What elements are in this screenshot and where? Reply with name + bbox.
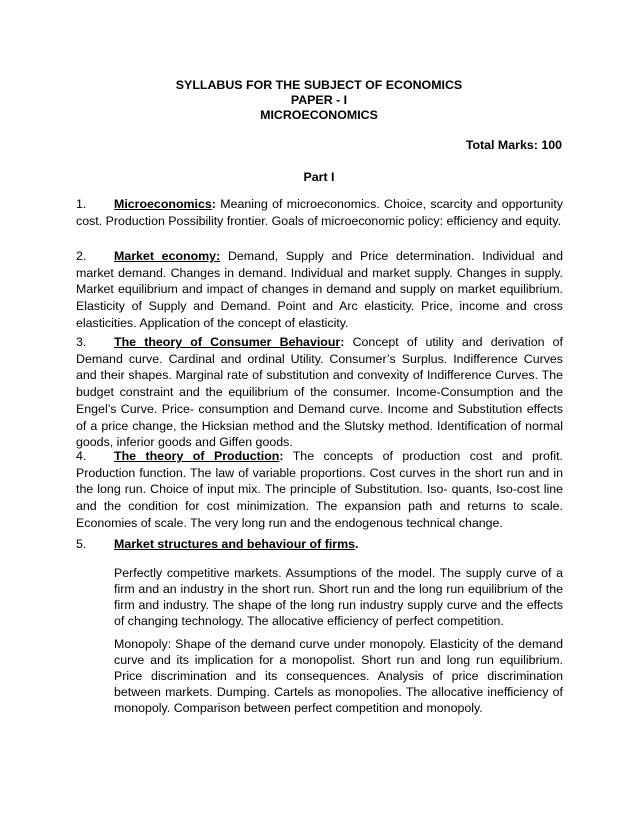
subsection-monopoly: Monopoly: Shape of the demand curve under monopoly. Elasticity of the demand curve and its implication for a monopolist. Short run and long run equilibrium. Price discrimination and its consequences. Analysis of price discrimination between markets. Dumping. Cartels as monopolies. The allocative inefficiency of monopoly. Comparison between perfect competition and monopoly. [114,637,563,715]
subsection-perfect-competition: Perfectly competitive markets. Assumptions of the model. The supply curve of a firm and an industry in the short run. Short run and the long run equilibrium of the firm and industry. The shape of the long run industry supply curve and the effects of changing technology. The allocative efficiency of perfect competition. [114,566,563,628]
section-heading: The theory of Consumer Behaviour [114,335,341,349]
part-label: Part I [303,170,335,184]
paper-label: PAPER - I [290,93,348,107]
section-heading-colon: : [340,335,345,349]
section-heading: Market economy: [114,249,221,263]
section-body: Concept of utility and derivation of Demand curve. Cardinal and ordinal Utility. Consumer’s Surplus. Indifference Curves and their shapes. Marginal rate of substitution and convexity of Indifference Curves. The budget constraint and the equilibrium of the consumer. Income-Consumption and the Engel’s Curve. Price- consumption and Demand curve. Income and Substitution effects of a price change, the Hicksian method and the Slutsky method. Identification of normal goods, inferior goods and Giffen goods. [76,335,564,450]
section-heading-colon: : [279,449,284,463]
section-2 [76,248,563,332]
section-heading: The theory of Production [114,449,280,463]
subject-title: MICROECONOMICS [260,108,378,122]
section-body: Meaning of microeconomics. Choice, scarcity and opportunity cost. Production Possibility frontier. Goals of microeconomic policy: efficiency and equity. [76,197,563,228]
section-heading-period: . [355,537,359,551]
document-title: SYLLABUS FOR THE SUBJECT OF ECONOMICS [175,78,463,92]
section-number: 2. [76,249,87,263]
section-number: 4. [76,449,87,463]
section-number: 1. [76,197,87,211]
section-heading-colon: : [211,197,216,211]
section-3 [76,334,563,451]
section-heading: Market structures and behaviour of firms [114,537,355,551]
section-4 [76,448,563,532]
total-marks: Total Marks: 100 [465,138,562,152]
section-body: Demand, Supply and Price determination. Individual and market demand. Changes in demand. Individual and market supply. Changes in supply. Market equilibrium and impact of changes in demand and supply on market equilibrium. Elasticity of Supply and Demand. Point and Arc elasticity. Price, income and cross elasticities. Application of the concept of elasticity. [76,249,563,330]
section-heading: Microeconomics [114,197,212,211]
section-5 [76,536,563,553]
section-body: The concepts of production cost and profit. Production function. The law of variable proportions. Cost curves in the short run and in the long run. Choice of input mix. The principle of Substitution. Iso- quants, Iso-cost line and the condition for cost minimization. The expansion path and returns to scale. Economies of scale. The very long run and the endogenous technical change. [76,449,563,530]
section-number: 3. [76,335,87,349]
section-number: 5. [76,537,87,551]
section-1 [76,196,563,229]
